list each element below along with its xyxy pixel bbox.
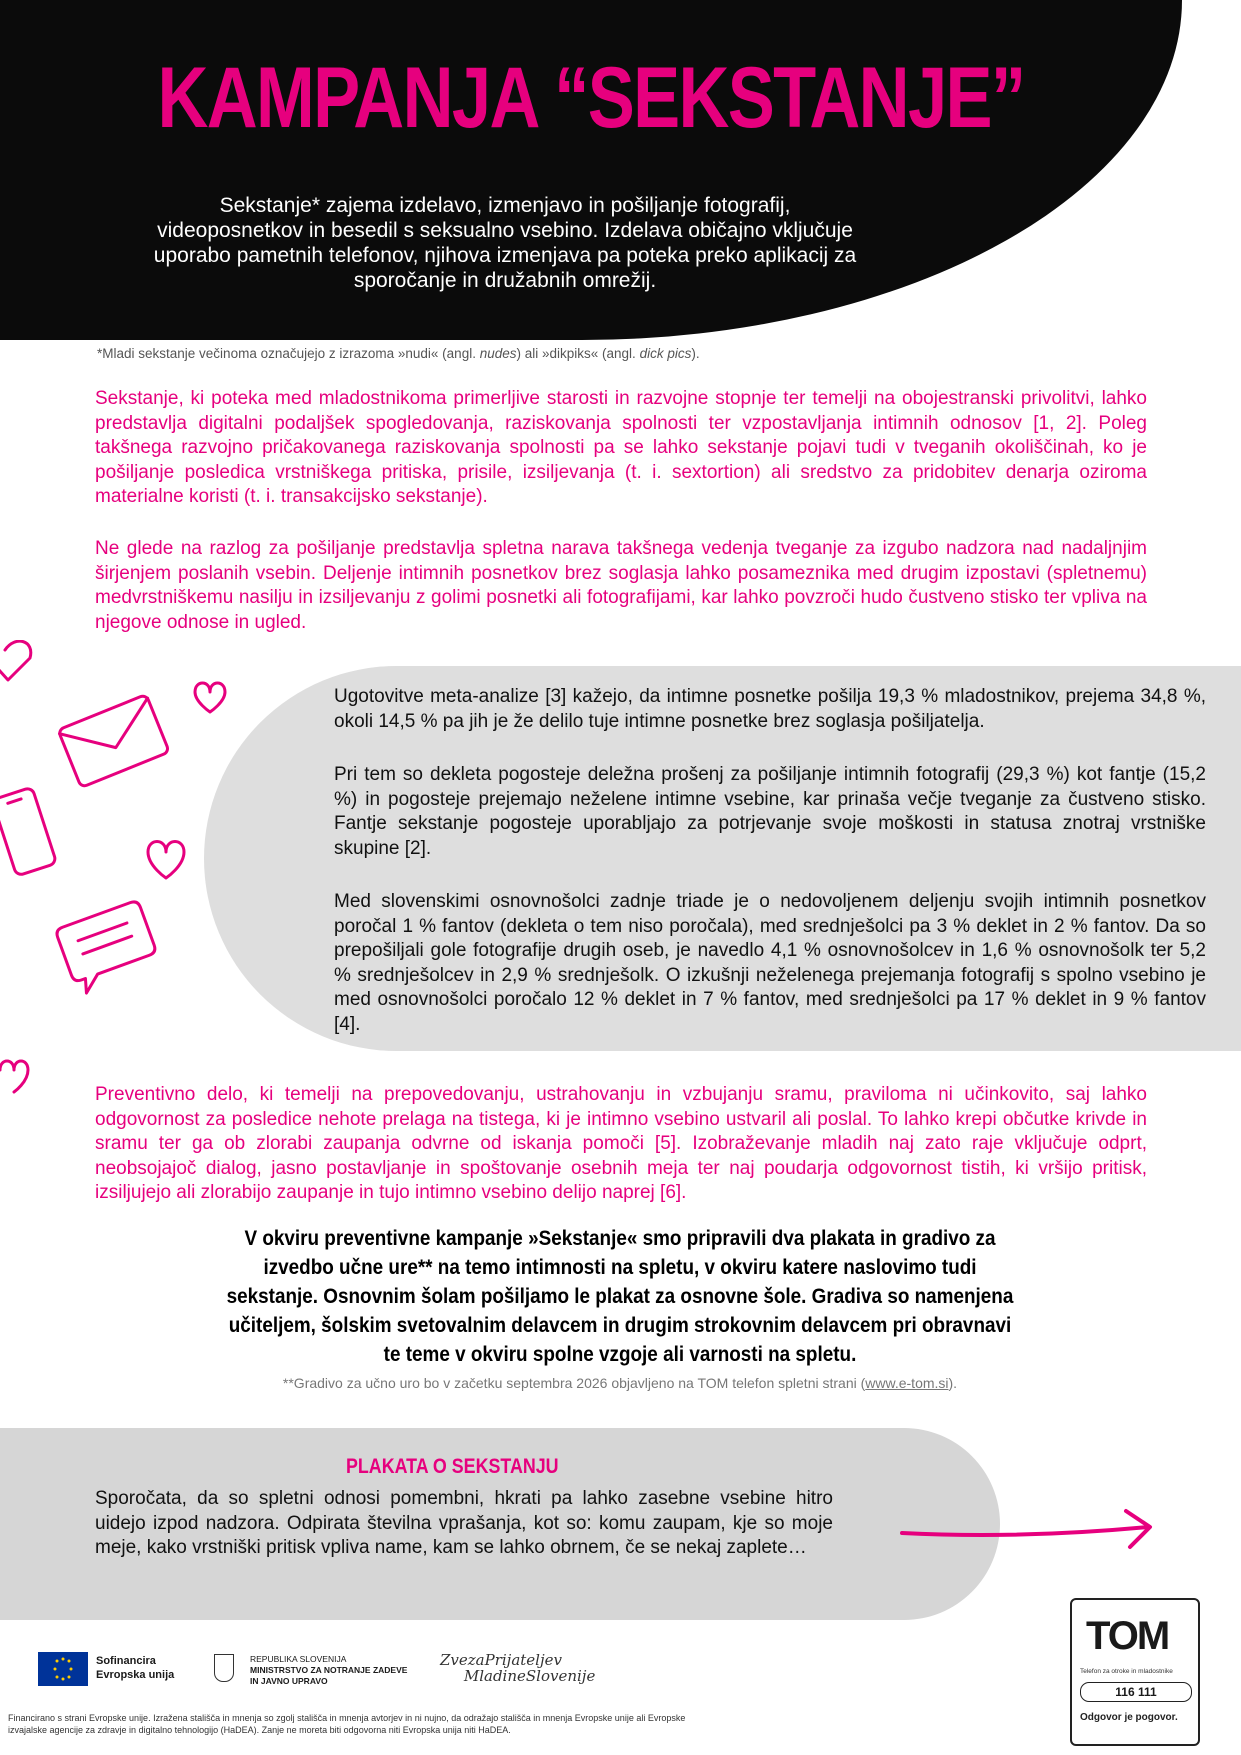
paragraph-1: Sekstanje, ki poteka med mladostnikoma primerljive starosti in razvojne stopnje ter temelji na obojestranski privolitvi, lahko predstavlja digitalni podaljšek spogledovanja, raziskovanja spolnosti ter vzpostavljanja intimnih odnosov [1, 2]. Poleg takšnega razvojno pričakovanega raziskovanja spolnosti pa se lahko sekstanje pojavi tudi v tveganih okoliščinah, ko je pošiljanje posledica vrstniškega pritiska, prisile, izsiljevanja (t. i. sextortion) ali sredstvo za pridobitev denarja oziroma materialne koristi (t. i. transakcijsko sekstanje). [95, 388, 1147, 507]
paragraph-3: Preventivno delo, ki temelji na prepovedovanju, ustrahovanju in vzbujanju sramu, praviloma ni učinkovito, saj lahko odgovornost za posledice nehote prelaga na tistega, ki je intimno vsebino ustvaril ali poslal. To lahko krepi občutke krivde in sramu ter ga ob zlorabi zaupanja odvrne od iskanja pomoči [5]. Izobraževanje mladih naj zato raje vključuje odprt, neobsojajoč dialog, jasno postavljanje in spoštovanje osebnih meja ter naj poudarja odgovornost tistih, ki vršijo pritisk, izsiljujejo ali zlorabijo zaupanje in tujo intimno vsebino delijo naprej [6]. [95, 1084, 1147, 1203]
eu-flag-logo [38, 1652, 88, 1686]
arrow-right-icon [900, 1503, 1160, 1563]
posters-text: Sporočata, da so spletni odnosi pomembni, hkrati pa lahko zasebne vsebine hitro uidejo izpod nadzora. Odpirata številna vprašanja, kot so: komu zaupam, kje so moje meje, kako vrstniški pritisk vpliva name, kam se lahko obrnem, če se nekaj zaplete… [95, 1488, 833, 1558]
chat-bubble-icon [55, 900, 162, 996]
heart-icon [0, 1061, 28, 1092]
tom-tagline: Odgovor je pogovor. [1080, 1712, 1178, 1723]
phone-icon [0, 787, 57, 876]
heart-icon [195, 683, 225, 712]
tom-subtitle: Telefon za otroke in mladostnike [1080, 1668, 1173, 1675]
tom-logo-box [1070, 1598, 1200, 1746]
zveza-logo: ZvezaPrijateljev MladineSlovenije [440, 1651, 596, 1685]
ministry-label: REPUBLIKA SLOVENIJA MINISTRSTVO ZA NOTRANJE ZADEVE IN JAVNO UPRAVO [250, 1654, 408, 1686]
page-title: KAMPANJA “SEKSTANJE” [157, 50, 1025, 146]
tom-phone-number: 116 111 [1080, 1682, 1192, 1702]
website-link[interactable]: www.e-tom.si [865, 1375, 949, 1391]
eu-cofunding-label: Sofinancira Evropska unija [96, 1655, 175, 1681]
heart-icon [148, 842, 184, 879]
decorative-icons [0, 640, 240, 1120]
heart-icon [0, 641, 31, 680]
statistics-paragraph-3: Med slovenskimi osnovnošolci zadnje triade je o nedovoljenem deljenju svojih intimnih posnetkov poročal 1 % fantov (dekleta o tem niso poročala), med srednješolci pa 3 % deklet in 2 % fantov. Da so prepošiljali gole fotografije drugih oseb, je navedlo 4,1 % osnovnošolcev in 1,6 % osnovnošolk ter 5,2 % srednješolcev in 2,9 % srednješolk. O izkušnji neželenega prejemanja fotografij s spolno vsebino je med osnovnošolci poročalo 12 % deklet in 7 % fantov, med srednješolci pa 17 % deklet in 9 % fantov [4]. [334, 891, 1206, 1035]
tom-logo: TOM [1086, 1614, 1169, 1658]
statistics-paragraph-2: Pri tem so dekleta pogosteje deležna prošenj za pošiljanje intimnih fotografij (29,3 %) kot fantje (15,2 %) in pogosteje prejemajo neželene intimne vsebine, kar prinaša večje tveganje za čustveno stisko. Fantje sekstanje pogosteje uporabljajo za potrjevanje svoje moškosti in statusa znotraj vrstniške skupine [2]. [334, 764, 1206, 859]
campaign-summary: V okviru preventivne kampanje »Sekstanje« smo pripravili dva plakata in gradivo za izvedbo učne ure** na temo intimnosti na spletu, v okviru katere naslovimo tudi sekstanje. Osnovnim šolam pošiljamo le plakat za osnovne šole. Gradiva so namenjena učiteljem, šolskim svetovalnim delavcem in drugim strokovnim delavcem pri obravnavi te teme v okviru spolne vzgoje ali varnosti na spletu. [226, 1227, 1014, 1366]
footnote-mid: **Gradivo za učno uro bo v začetku septembra 2026 objavljeno na TOM telefon spletni strani (www.e-tom.si). [282, 1375, 958, 1391]
footnote-top: *Mladi sekstanje večinoma označujejo z izrazoma »nudi« (angl. nudes) ali »dikpiks« (angl. dick pics). [97, 346, 700, 361]
eu-disclaimer: Financirano s strani Evropske unije. Izražena stališča in mnenja so zgolj stališča in mnenja avtorjev in ni nujno, da odražajo stališča in mnenja Evropske unije ali Evropske izvajalske agencije za zdravje in digitalno tehnologijo (HaDEA). Zanje ne moreta biti odgovorna niti Evropska unija niti HaDEA. [8, 1713, 686, 1735]
slovenia-crest-icon [214, 1654, 234, 1682]
statistics-paragraph-1: Ugotovitve meta-analize [3] kažejo, da intimne posnetke pošilja 19,3 % mladostnikov, prejema 34,8 %, okoli 14,5 % pa jih je že delilo tuje intimne posnetke brez soglasja pošiljatelja. [334, 686, 1206, 732]
envelope-icon [58, 694, 169, 787]
paragraph-2: Ne glede na razlog za pošiljanje predstavlja spletna narava takšnega vedenja tveganje za izgubo nadzora nad nadaljnjim širjenjem poslanih vsebin. Deljenje intimnih posnetkov brez soglasja lahko posameznika med drugim izpostavi (spletnemu) medvrstniškemu nasilju in izsiljevanju z golimi posnetki ali fotografijami, kar lahko povzroči hudo čustveno stisko ter vpliva na njegove odnose in ugled. [95, 538, 1147, 633]
intro-text: Sekstanje* zajema izdelavo, izmenjavo in pošiljanje fotografij, videoposnetkov in besedil s seksualno vsebino. Izdelava običajno vključuje uporabo pametnih telefonov, njihova izmenjava pa poteka preko aplikacij za sporočanje in družabnih omrežij. [153, 194, 857, 292]
posters-title: PLAKATA O SEKSTANJU [346, 1455, 559, 1478]
